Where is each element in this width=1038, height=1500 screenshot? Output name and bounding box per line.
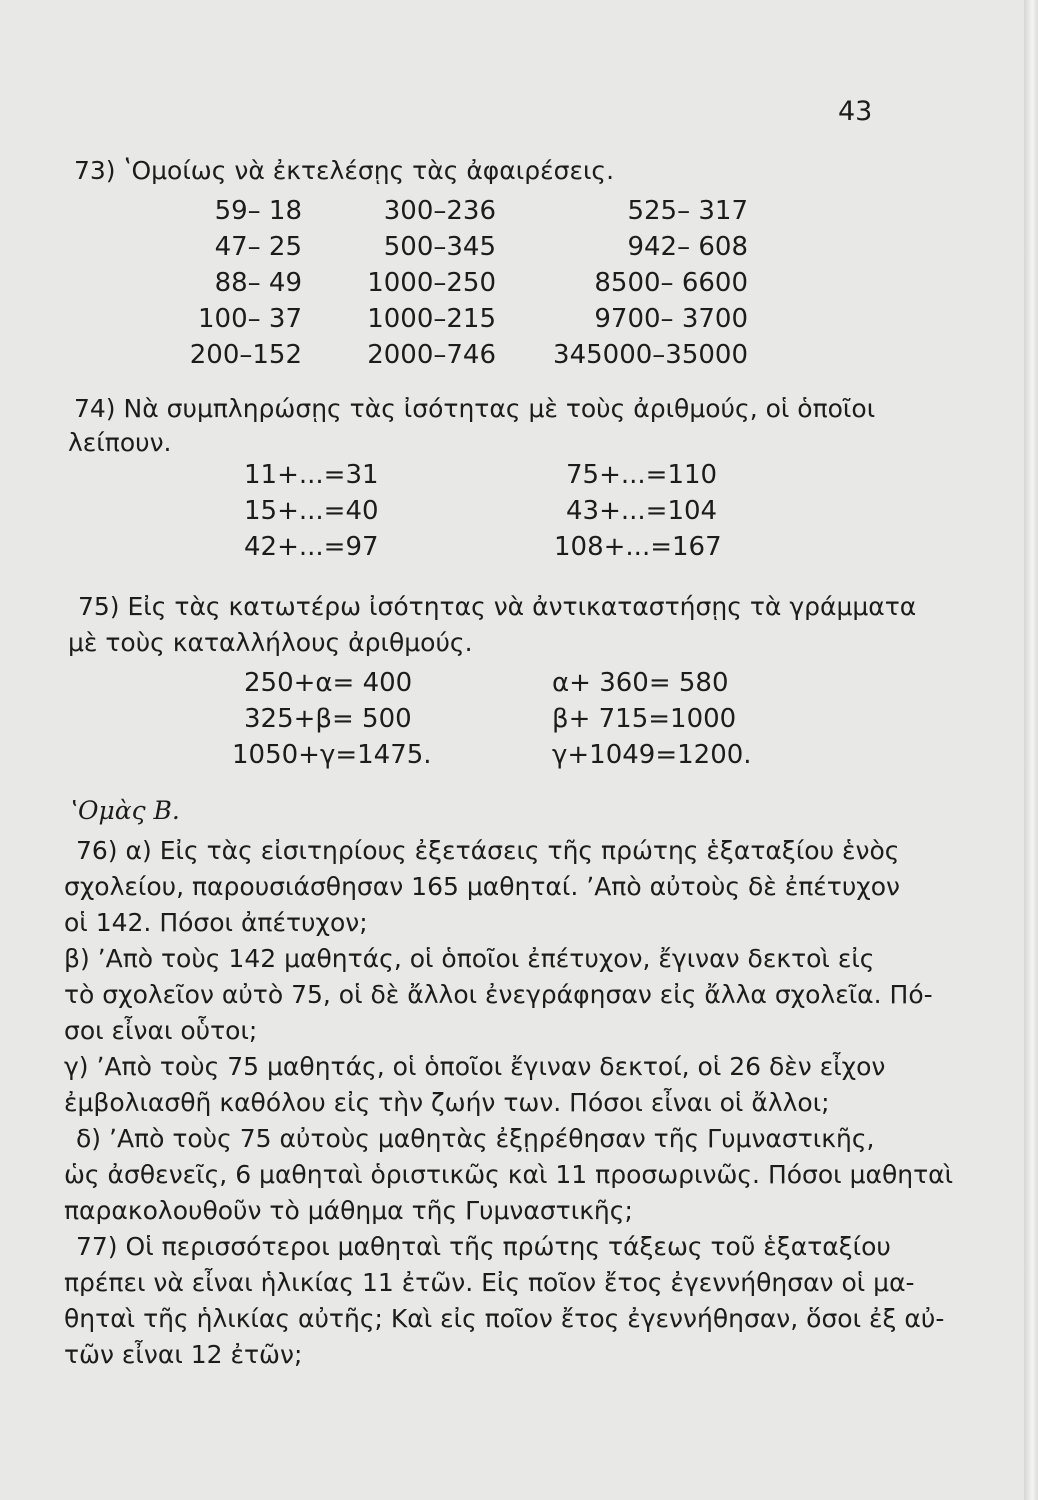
ex73-c3-r5: 345000–35000 (553, 340, 748, 370)
ex73-c1-r1: 59– 18 (214, 196, 302, 226)
text-line: 77) Οἱ περισσότεροι μαθηταὶ τῆς πρώτης τάξεως τοῦ ἑξαταξίου (76, 1232, 891, 1261)
ex74-c1-r2: 15+...=40 (244, 496, 379, 526)
text-line: ἐμβολιασθῆ καθόλου εἰς τὴν ζωήν των. Πόσοι εἶναι οἱ ἄλλοι; (64, 1088, 830, 1117)
ex73-c3-r4: 9700– 3700 (594, 304, 748, 334)
ex73-c2-r3: 1000–250 (367, 268, 496, 298)
text-line: β) ʼΑπὸ τοὺς 142 μαθητάς, οἱ ὁποῖοι ἐπέτυχον, ἔγιναν δεκτοὶ εἰς (64, 944, 875, 973)
ex73-c3-r3: 8500– 6600 (594, 268, 748, 298)
text-line: σοι εἶναι οὗτοι; (64, 1016, 258, 1045)
ex75-line2: μὲ τοὺς καταλλήλους ἀριθμούς. (68, 628, 473, 657)
ex73-c1-r5: 200–152 (189, 340, 302, 370)
ex73-c3-r2: 942– 608 (627, 232, 748, 262)
ex74-line2: λείπουν. (68, 428, 172, 457)
text-line: γ) ʼΑπὸ τοὺς 75 μαθητάς, οἱ ὁποῖοι ἔγιναν δεκτοί, οἱ 26 δὲν εἶχον (64, 1052, 886, 1081)
text-line: πρέπει νὰ εἶναι ἡλικίας 11 ἐτῶν. Εἰς ποῖον ἔτος ἐγεννήθησαν οἱ μα- (64, 1268, 915, 1297)
ex74-line1: 74) Νὰ συμπληρώσῃς τὰς ἰσότητας μὲ τοὺς ἀριθμούς, οἱ ὁποῖοι (74, 394, 876, 423)
text-line: 76) α) Εἰς τὰς εἰσιτηρίους ἐξετάσεις τῆς πρώτης ἑξαταξίου ἑνὸς (76, 836, 900, 865)
ex75-line1: 75) Εἰς τὰς κατωτέρω ἰσότητας νὰ ἀντικαταστήσῃς τὰ γράμματα (78, 592, 917, 621)
ex73-c3-r1: 525– 317 (627, 196, 748, 226)
ex73-c1-r3: 88– 49 (214, 268, 302, 298)
ex75-c1-r3: 1050+γ=1475. (232, 740, 432, 770)
group-b-heading: ʽΟμὰς Β. (70, 796, 180, 825)
ex73-c2-r4: 1000–215 (367, 304, 496, 334)
ex75-c1-r2: 325+β= 500 (244, 704, 412, 734)
ex75-c2-r2: β+ 715=1000 (552, 704, 737, 734)
ex74-c2-r1: 75+...=110 (566, 460, 718, 490)
text-line: τὸ σχολεῖον αὐτὸ 75, οἱ δὲ ἄλλοι ἐνεγράφησαν εἰς ἄλλα σχολεῖα. Πό- (64, 980, 933, 1009)
page-edge (1024, 0, 1038, 1500)
ex73-c1-r4: 100– 37 (198, 304, 302, 334)
text-line: δ) ʼΑπὸ τοὺς 75 αὐτοὺς μαθητὰς ἐξῃρέθησαν τῆς Γυμναστικῆς, (76, 1124, 875, 1153)
ex73-c2-r2: 500–345 (383, 232, 496, 262)
ex74-c1-r3: 42+...=97 (244, 532, 379, 562)
ex74-c1-r1: 11+...=31 (244, 460, 379, 490)
ex73-c2-r5: 2000–746 (367, 340, 496, 370)
ex75-c2-r3: γ+1049=1200. (552, 740, 752, 770)
text-line: τῶν εἶναι 12 ἐτῶν; (64, 1340, 303, 1369)
text-line: παρακολουθοῦν τὸ μάθημα τῆς Γυμναστικῆς; (64, 1196, 633, 1225)
text-line: οἱ 142. Πόσοι ἀπέτυχον; (64, 908, 368, 937)
ex75-c1-r1: 250+α= 400 (244, 668, 413, 698)
text-line: ὡς ἀσθενεῖς, 6 μαθηταὶ ὁριστικῶς καὶ 11 προσωρινῶς. Πόσοι μαθηταὶ (64, 1160, 954, 1189)
ex73-c2-r1: 300–236 (383, 196, 496, 226)
ex74-c2-r3: 108+...=167 (554, 532, 722, 562)
text-line: σχολείου, παρουσιάσθησαν 165 μαθηταί. ʼΑπὸ αὐτοὺς δὲ ἐπέτυχον (64, 872, 901, 901)
ex74-c2-r2: 43+...=104 (566, 496, 718, 526)
page-number: 43 (838, 96, 873, 127)
ex73-heading: 73) ʽΟμοίως νὰ ἐκτελέσῃς τὰς ἀφαιρέσεις. (74, 156, 615, 185)
ex75-c2-r1: α+ 360= 580 (552, 668, 729, 698)
text-line: θηταὶ τῆς ἡλικίας αὐτῆς; Καὶ εἰς ποῖον ἔτος ἐγεννήθησαν, ὅσοι ἐξ αὐ- (64, 1304, 945, 1333)
ex73-c1-r2: 47– 25 (214, 232, 302, 262)
